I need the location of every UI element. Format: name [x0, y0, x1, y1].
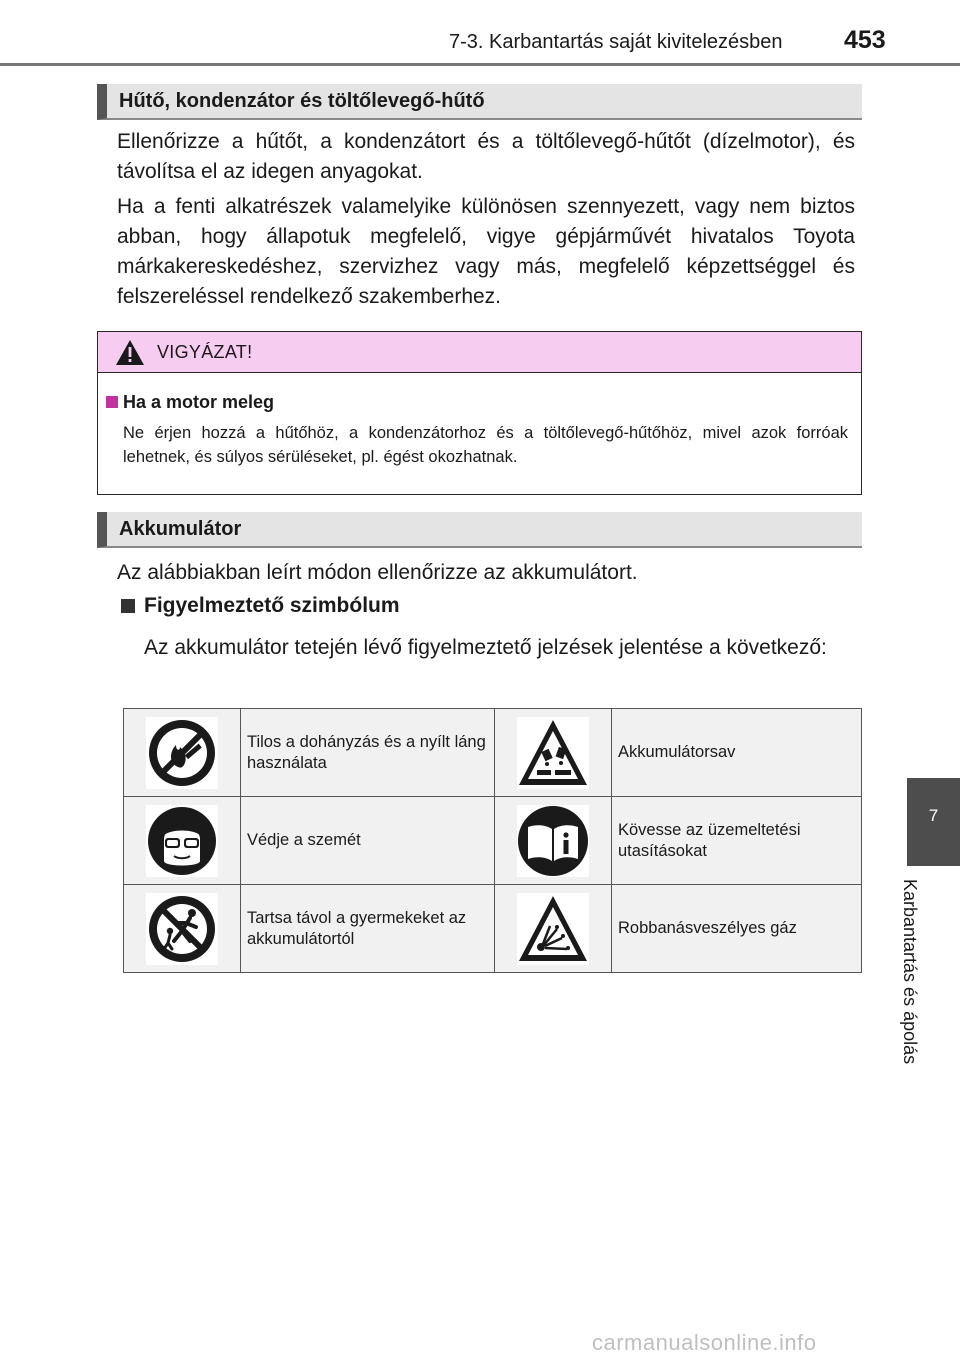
caution-header [98, 332, 861, 373]
warning-triangle-icon [115, 339, 145, 366]
subheading-bullet-icon [121, 599, 135, 613]
symbol-label: Akkumulátorsav [612, 709, 862, 797]
read-manual-icon [517, 805, 589, 877]
table-row [124, 797, 862, 885]
section-heading-label: Hűtő, kondenzátor és töltőlevegő-hűtő [119, 90, 485, 112]
symbol-label: Tilos a dohányzás és a nyílt láng használata [241, 709, 495, 797]
battery-acid-icon [517, 717, 589, 789]
section-heading-radiator [97, 84, 862, 120]
section-heading-battery [97, 512, 862, 548]
radiator-paragraph-1: Ellenőrizze a hűtőt, a kondenzátort és a töltőlevegő-hűtőt (dízelmotor), és távolítsa el az idegen anyagokat. [117, 130, 855, 183]
header-section-title: 7-3. Karbantartás saját kivitelezésben [449, 31, 783, 53]
warning-symbol-subheading: Figyelmeztető szimbólum [144, 594, 400, 617]
radiator-paragraph-2: Ha a fenti alkatrészek valamelyike különösen szennyezett, vagy nem biztos abban, hogy állapotuk megfelelő, vigye gépjárművét hivatalos Toyota márkakereskedéshez, szervizhez vagy más, megfelelő képzettséggel és felszereléssel rendelkező szakemberhez. [117, 195, 855, 308]
symbol-icon-cell [124, 709, 241, 797]
header-divider [0, 63, 960, 66]
battery-intro: Az alábbiakban leírt módon ellenőrizze az akkumulátort. [117, 561, 638, 584]
page-number: 453 [844, 26, 886, 54]
symbol-label: Kövesse az üzemeltetési utasításokat [612, 797, 862, 885]
symbol-label: Védje a szemét [241, 797, 495, 885]
warning-symbols-table [123, 708, 862, 973]
symbol-icon-cell [495, 885, 612, 973]
keep-away-children-icon [146, 893, 218, 965]
symbol-icon-cell [495, 709, 612, 797]
explosive-gas-icon [517, 893, 589, 965]
caution-box [97, 331, 862, 495]
symbol-icon-cell [124, 797, 241, 885]
watermark: carmanualsonline.info [592, 1330, 817, 1355]
caution-title: VIGYÁZAT! [157, 342, 253, 362]
caution-text: Ne érjen hozzá a hűtőhöz, a kondenzátorhoz és a töltőlevegő-hűtőhöz, mivel azok forróak lehetnek, és súlyos sérüléseket, pl. égést okozhatnak. [123, 424, 848, 466]
symbol-label: Robbanásveszélyes gáz [612, 885, 862, 973]
eye-protection-icon [146, 805, 218, 877]
symbol-icon-cell [495, 797, 612, 885]
symbol-icon-cell [124, 885, 241, 973]
table-row [124, 709, 862, 797]
chapter-tab-label: Karbantartás és ápolás [900, 879, 920, 1065]
chapter-tab-number: 7 [928, 806, 939, 825]
caution-subtitle: Ha a motor meleg [123, 392, 275, 412]
symbol-label: Tartsa távol a gyermekeket az akkumulátortól [241, 885, 495, 973]
warning-symbol-description: Az akkumulátor tetején lévő figyelmeztető jelzések jelentése a következő: [144, 636, 827, 659]
table-row [124, 885, 862, 973]
section-heading-label: Akkumulátor [119, 518, 242, 540]
caution-bullet-icon [106, 396, 118, 408]
no-smoking-flame-icon [146, 717, 218, 789]
